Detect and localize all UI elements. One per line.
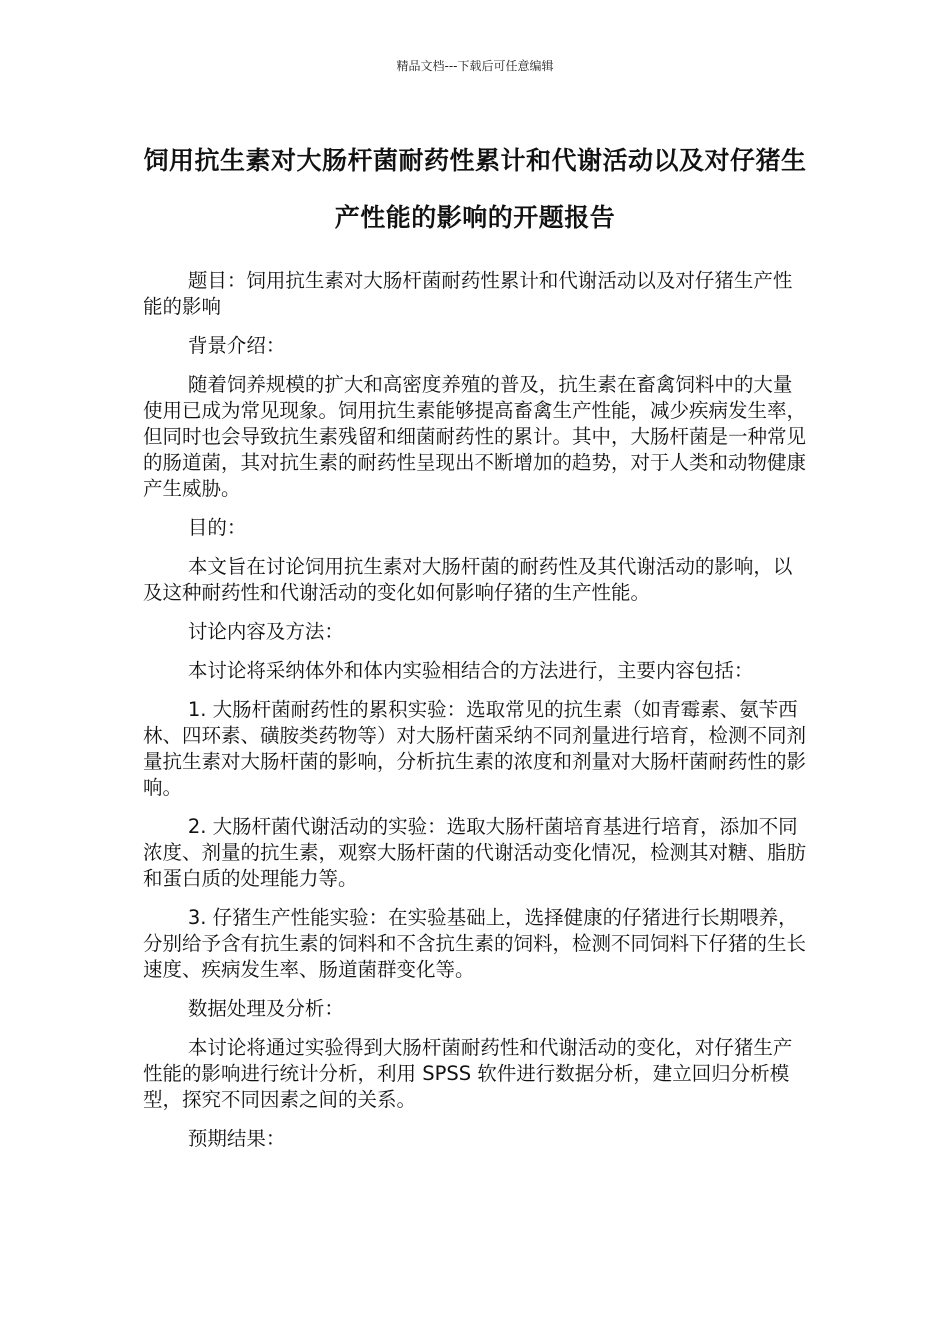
paragraph-data-analysis: 本讨论将通过实验得到大肠杆菌耐药性和代谢活动的变化，对仔猪生产性能的影响进行统计分析，利用 SPSS 软件进行数据分析，建立回归分析模型，探究不同因素之间的关系。 — [143, 1036, 793, 1111]
heading-methods: 讨论内容及方法： — [187, 620, 344, 643]
paragraph-purpose: 本文旨在讨论饲用抗生素对大肠杆菌的耐药性及其代谢活动的影响，以及这种耐药性和代谢活动的变化如何影响仔猪的生产性能。 — [143, 555, 793, 604]
document-body — [143, 268, 808, 1165]
paragraph-methods-intro: 本讨论将采纳体外和体内实验相结合的方法进行，主要内容包括： — [187, 659, 754, 682]
document-title: 饲用抗生素对大肠杆菌耐药性累计和代谢活动以及对仔猪生产性能的影响的开题报告 — [143, 146, 807, 232]
heading-expected-results: 预期结果： — [187, 1127, 286, 1150]
paragraph-method-2: 2. 大肠杆菌代谢活动的实验：选取大肠杆菌培育基进行培育，添加不同浓度、剂量的抗生素，观察大肠杆菌的代谢活动变化情况，检测其对糖、脂肪和蛋白质的处理能力等。 — [143, 815, 807, 890]
paragraph-topic: 题目：饲用抗生素对大肠杆菌耐药性累计和代谢活动以及对仔猪生产性能的影响 — [143, 269, 793, 318]
heading-purpose: 目的： — [187, 516, 247, 539]
paragraph-background: 随着饲养规模的扩大和高密度养殖的普及，抗生素在畜禽饲料中的大量使用已成为常见现象。饲用抗生素能够提高畜禽生产性能，减少疾病发生率，但同时也会导致抗生素残留和细菌耐药性的累计。其中，大肠杆菌是一种常见的肠道菌，其对抗生素的耐药性呈现出不断增加的趋势，对于人类和动物健康产生威胁。 — [143, 373, 807, 500]
heading-background: 背景介绍： — [187, 334, 286, 357]
heading-data-analysis: 数据处理及分析： — [187, 997, 344, 1020]
header-note: 精品文档---下载后可任意编辑 — [396, 59, 554, 73]
paragraph-method-1: 1. 大肠杆菌耐药性的累积实验：选取常见的抗生素（如青霉素、氨苄西林、四环素、磺胺类药物等）对大肠杆菌采纳不同剂量进行培育，检测不同剂量抗生素对大肠杆菌的影响，分析抗生素的浓度和剂量对大肠杆菌耐药性的影响。 — [143, 698, 807, 799]
paragraph-method-3: 3. 仔猪生产性能实验：在实验基础上，选择健康的仔猪进行长期喂养，分别给予含有抗生素的饲料和不含抗生素的饲料，检测不同饲料下仔猪的生长速度、疾病发生率、肠道菌群变化等。 — [143, 906, 807, 981]
